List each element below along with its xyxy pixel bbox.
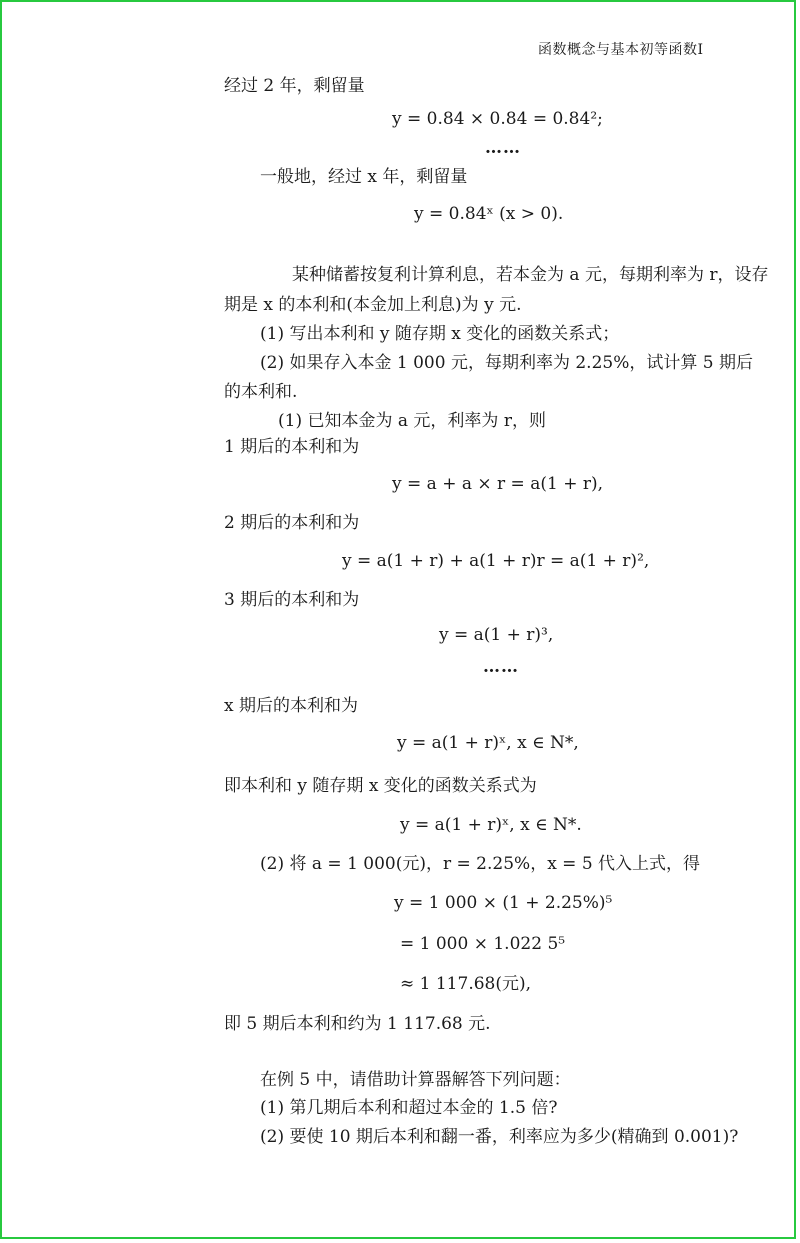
period2-label: 2 期后的本利和为 xyxy=(224,513,360,533)
conclusion-formula: y = a(1 + r)ˣ, x ∈ N*. xyxy=(400,815,582,835)
period1-label: 1 期后的本利和为 xyxy=(224,437,360,457)
calc-line2: = 1 000 × 1.022 5⁵ xyxy=(400,934,566,954)
period1-formula: y = a + a × r = a(1 + r), xyxy=(392,474,604,494)
period2-formula: y = a(1 + r) + a(1 + r)r = a(1 + r)², xyxy=(342,551,650,571)
periodx-label: x 期后的本利和为 xyxy=(224,696,358,716)
solution-intro: (1) 已知本金为 a 元，利率为 r，则 xyxy=(278,411,546,431)
exercise-question2: (2) 要使 10 期后本利和翻一番，利率应为多少(精确到 0.001)? xyxy=(260,1127,739,1147)
after-2-years-text: 经过 2 年，剩留量 xyxy=(224,76,365,96)
example5-part1: (1) 写出本利和 y 随存期 x 变化的函数关系式； xyxy=(260,324,620,344)
formula-general: y = 0.84ˣ (x > 0). xyxy=(414,204,564,224)
exercise-intro: 在例 5 中，请借助计算器解答下列问题： xyxy=(260,1070,571,1090)
example5-problem-line2: 期是 x 的本利和(本金加上利息)为 y 元. xyxy=(224,295,522,315)
example5-answer: 即 5 期后本利和约为 1 117.68 元. xyxy=(224,1014,491,1034)
ellipsis: …… xyxy=(485,138,521,158)
part2-solution-text: (2) 将 a = 1 000(元)，r = 2.25%，x = 5 代入上式，得 xyxy=(260,854,701,874)
running-header: 函数概念与基本初等函数Ⅰ xyxy=(538,42,704,58)
example5-part2-line1: (2) 如果存入本金 1 000 元，每期利率为 2.25%，试计算 5 期后 xyxy=(260,353,753,373)
calc-line1: y = 1 000 × (1 + 2.25%)⁵ xyxy=(394,893,613,913)
formula-two-years: y = 0.84 × 0.84 = 0.84²; xyxy=(392,109,603,129)
conclusion-label: 即本利和 y 随存期 x 变化的函数关系式为 xyxy=(224,776,537,796)
calc-line3: ≈ 1 117.68(元), xyxy=(400,974,532,994)
example5-part2-line2: 的本利和. xyxy=(224,382,298,402)
period3-formula: y = a(1 + r)³, xyxy=(439,625,554,645)
exercise-question1: (1) 第几期后本利和超过本金的 1.5 倍? xyxy=(260,1098,558,1118)
ellipsis: …… xyxy=(483,657,519,677)
period3-label: 3 期后的本利和为 xyxy=(224,590,360,610)
general-case-text: 一般地，经过 x 年，剩留量 xyxy=(260,167,468,187)
periodx-formula: y = a(1 + r)ˣ, x ∈ N*, xyxy=(397,733,579,753)
example5-problem-line1: 某种储蓄按复利计算利息，若本金为 a 元，每期利率为 r，设存 xyxy=(292,265,769,285)
